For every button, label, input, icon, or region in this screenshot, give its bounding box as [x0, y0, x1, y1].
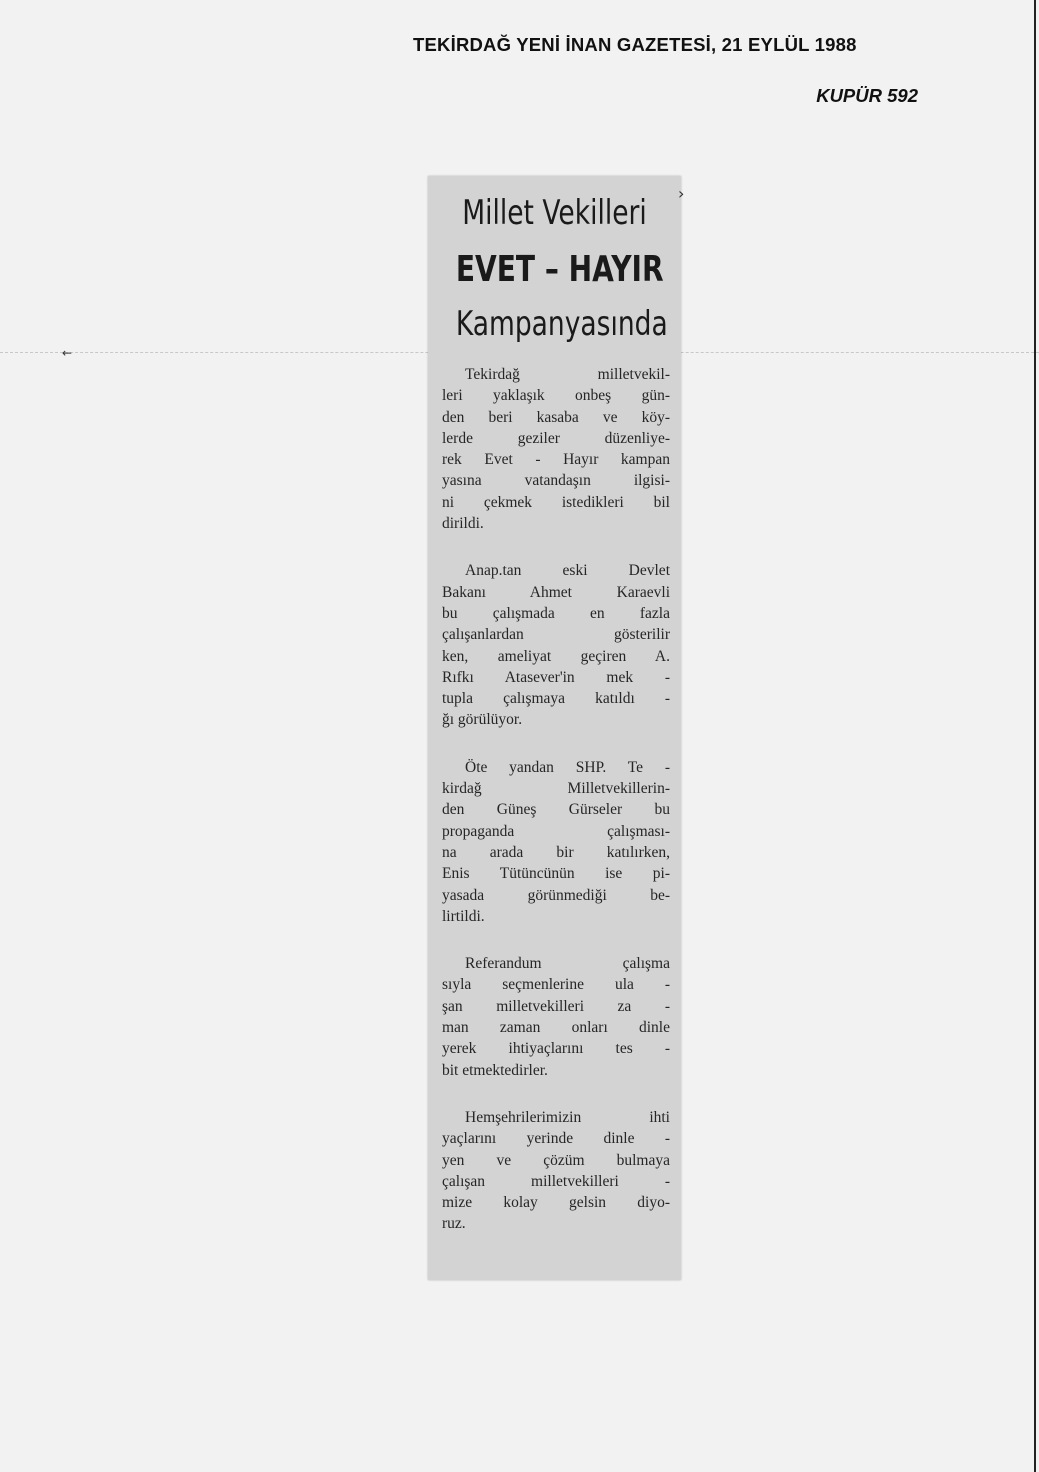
article-line: yaçlarını yerinde dinle - — [442, 1130, 670, 1148]
newspaper-clipping — [428, 176, 685, 1280]
arrow-mark-icon: ← — [62, 346, 73, 360]
article-line: ken, ameliyat geçiren A. — [442, 647, 670, 665]
article-line: sıyla seçmenlerine ula - — [442, 976, 670, 994]
article-line: tupla çalışmaya katıldı - — [442, 690, 670, 708]
headline-line-2: EVET – HAYIR — [455, 249, 664, 290]
article-line: lerde geziler düzenliye- — [442, 429, 670, 447]
article-line: şan milletvekilleri za - — [442, 997, 670, 1015]
article-line: Anap.tan eski Devlet — [465, 562, 670, 580]
article-line: den Güneş Gürseler bu — [442, 801, 670, 819]
article-paragraph — [442, 1107, 670, 1235]
article-line: leri yaklaşık onbeş gün- — [442, 387, 670, 405]
article-line: kirdağ Milletvekillerin- — [442, 780, 670, 798]
article-paragraph — [442, 364, 670, 534]
article-line: Referandum çalışma — [465, 955, 670, 973]
bracket-mark-icon: › — [678, 184, 685, 203]
article-line: mize kolay gelsin diyo- — [442, 1194, 670, 1212]
article-line: propaganda çalışması- — [442, 822, 670, 840]
article-line: dirildi. — [442, 515, 484, 533]
article-line: çalışanlardan gösterilir — [442, 626, 670, 644]
article-paragraph — [442, 560, 670, 730]
article-line: rek Evet - Hayır kampan — [442, 451, 670, 469]
article-line: yen ve çözüm bulmaya — [442, 1151, 670, 1169]
article-line: Hemşehrilerimizin ihti — [465, 1108, 670, 1126]
article-line: ruz. — [442, 1215, 466, 1233]
headline-line-3: Kampanyasında — [455, 304, 668, 344]
article-line: na arada bir katılırken, — [442, 843, 670, 861]
article-line: man zaman onları dinle — [442, 1019, 670, 1037]
article-line: Öte yandan SHP. Te - — [465, 758, 670, 776]
article-line: den beri kasaba ve köy- — [442, 408, 670, 426]
article-line: ğı görülüyor. — [442, 711, 523, 729]
article-line: Rıfkı Atasever'in mek - — [442, 668, 670, 686]
article-line: lirtildi. — [442, 907, 485, 925]
clipping-number: KUPÜR 592 — [816, 85, 918, 106]
headline-line-1: Millet Vekilleri — [462, 193, 647, 233]
article-paragraph — [442, 757, 670, 927]
article-line: ni çekmek istedikleri bil — [442, 493, 670, 511]
page-edge — [1034, 0, 1036, 1472]
article-paragraph — [442, 953, 670, 1081]
article-line: bit etmektedirler. — [442, 1061, 548, 1079]
article-line: bu çalışmada en fazla — [442, 604, 670, 622]
newspaper-source-date: TEKİRDAĞ YENİ İNAN GAZETESİ, 21 EYLÜL 1988 — [413, 34, 857, 55]
article-line: yasada görünmediği be- — [442, 886, 670, 904]
article-line: Enis Tütüncünün ise pi- — [442, 865, 670, 883]
article-line: Bakanı Ahmet Karaevli — [442, 583, 670, 601]
article-line: Tekirdağ milletvekil- — [465, 366, 670, 383]
article-line: yasına vatandaşın ilgisi- — [442, 472, 670, 490]
article-body — [442, 364, 670, 1261]
article-line: çalışan milletvekilleri - — [442, 1172, 670, 1190]
article-line: yerek ihtiyaçlarını tes - — [442, 1040, 670, 1058]
